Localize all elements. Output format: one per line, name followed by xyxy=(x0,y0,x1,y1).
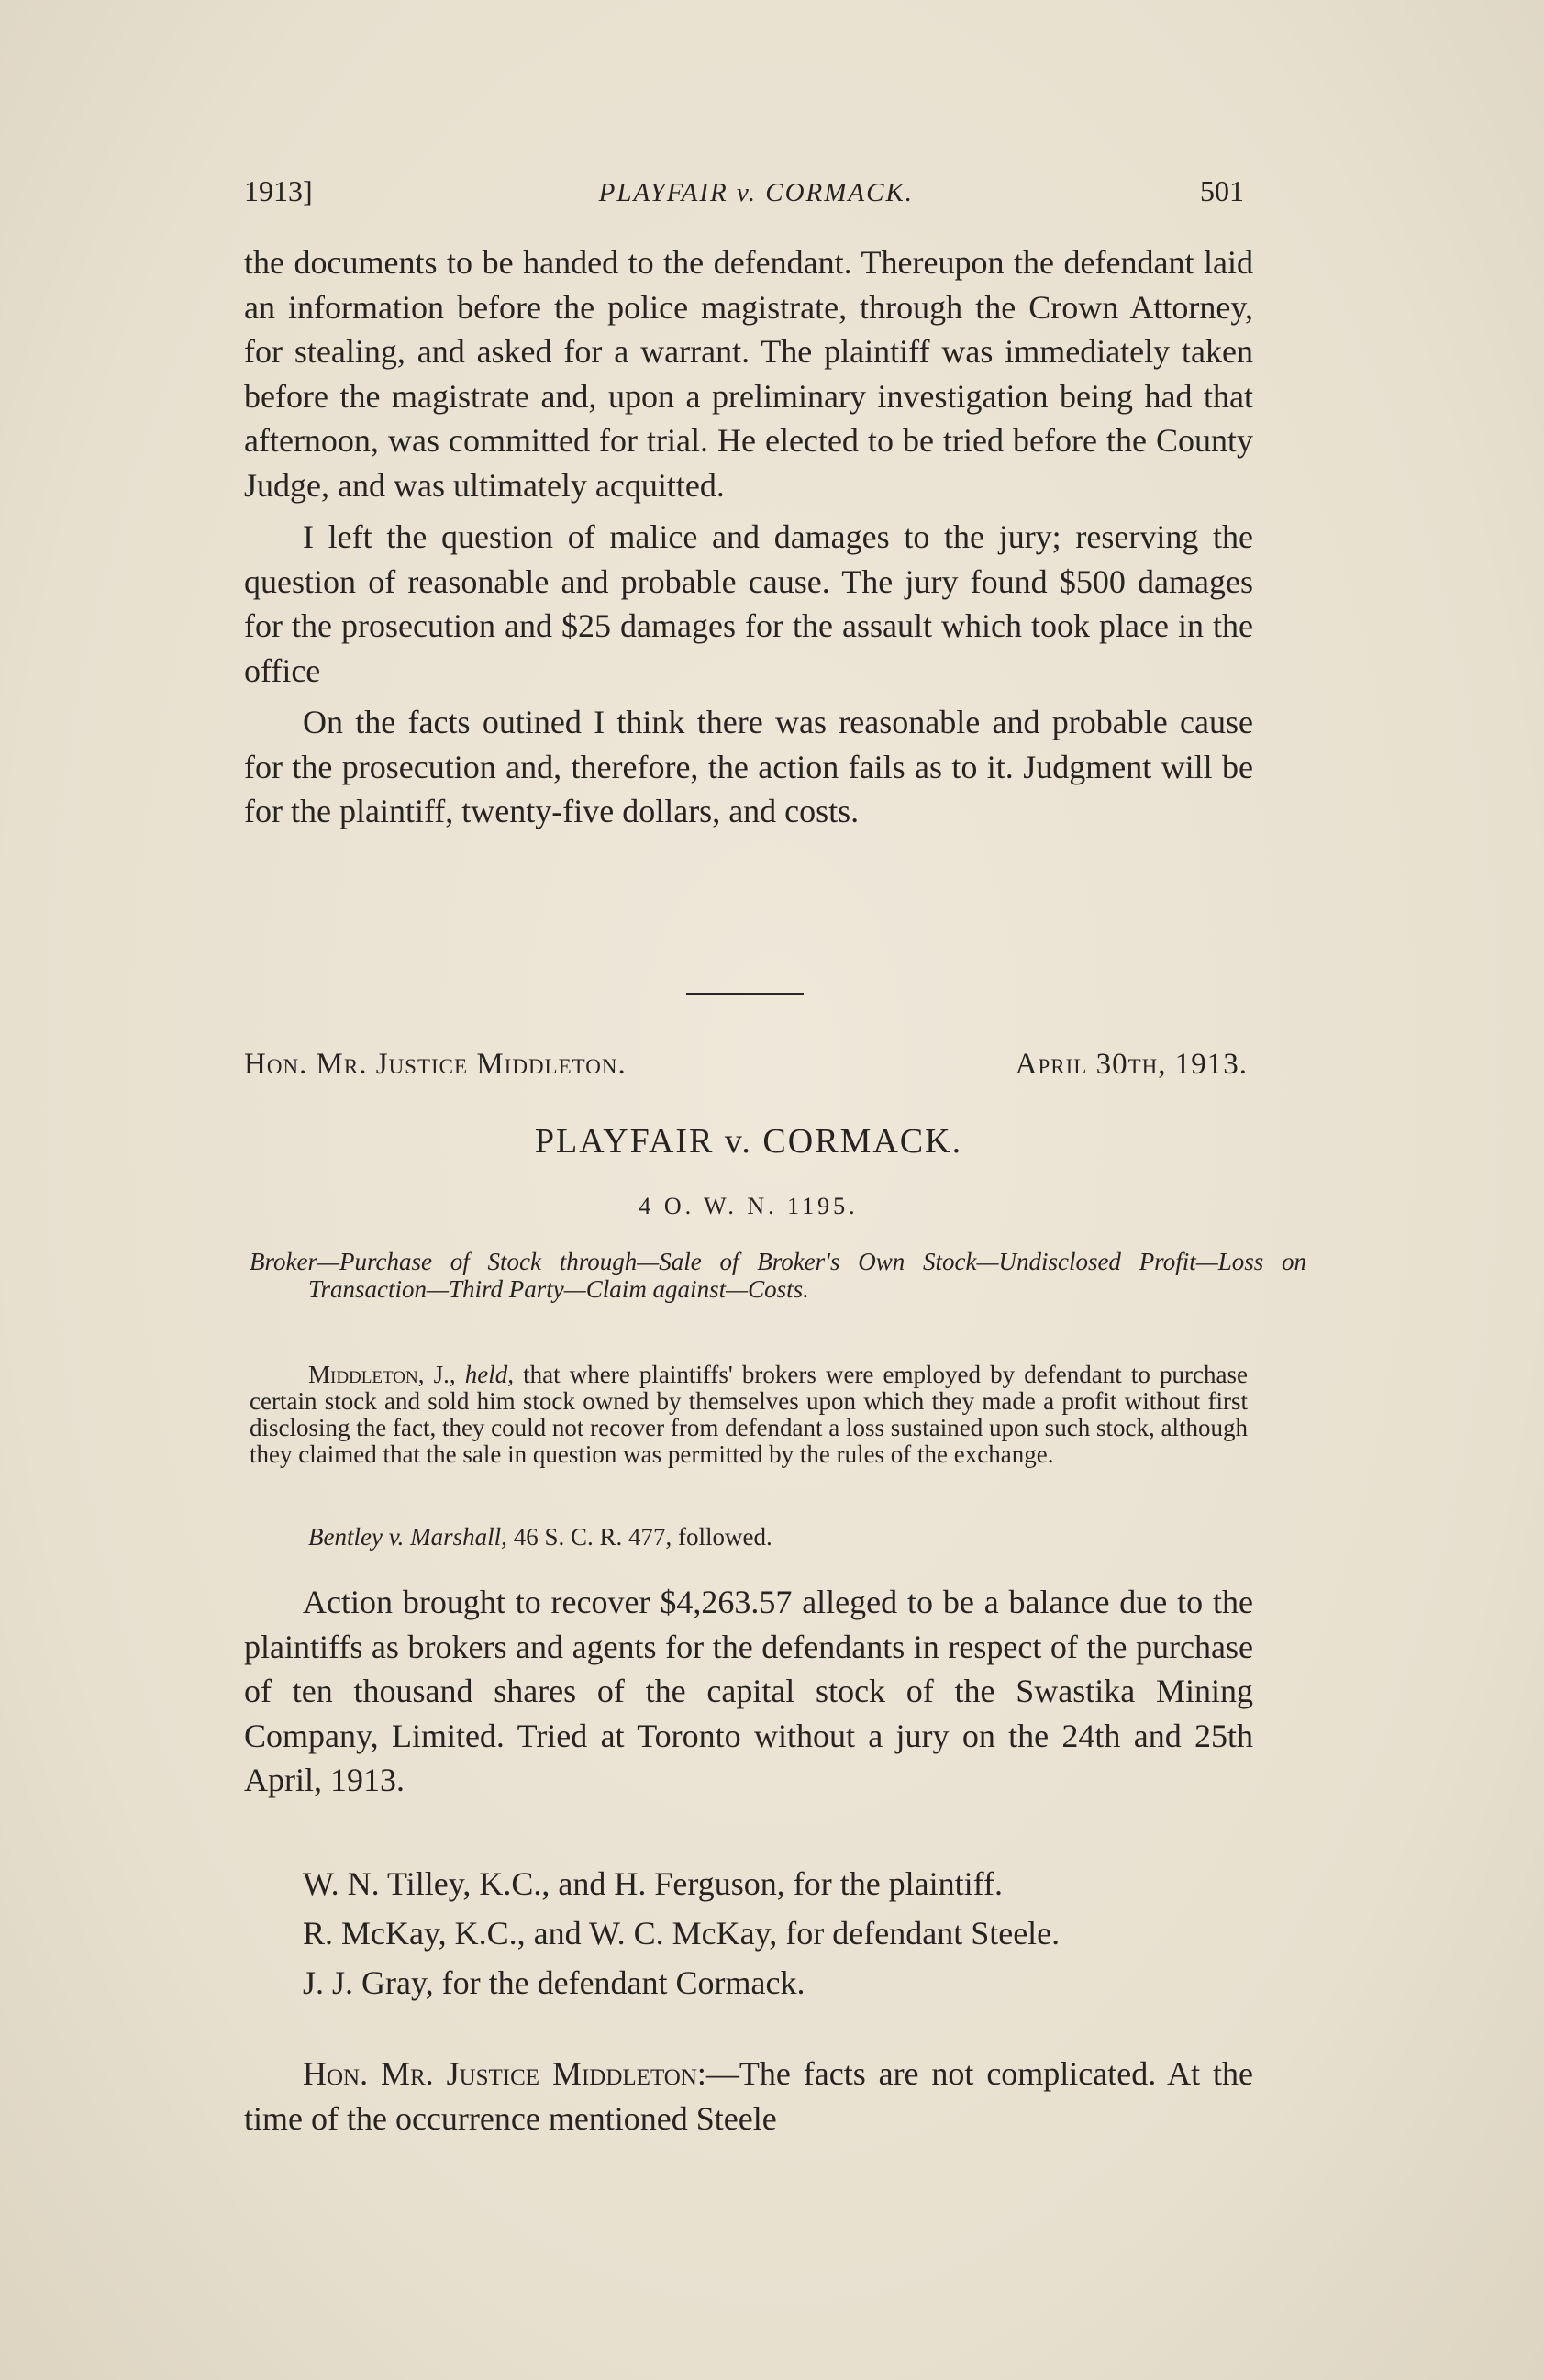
case-title: PLAYFAIR v. CORMACK. xyxy=(534,1122,963,1161)
headnote: Broker—Purchase of Stock through—Sale of Broker's Own Stock—Undisclosed Profit—Loss on Transaction—Third Party—Claim against—Costs. xyxy=(250,1248,1306,1303)
running-header xyxy=(244,174,1244,208)
judge-date-line xyxy=(244,1048,1248,1082)
followed-case: Bentley v. Marshall, xyxy=(308,1523,507,1551)
paragraph-2: I left the question of malice and damages to the jury; reserving the question of reasonable and probable cause. The jury found $500 damages for the prosecution and $25 damages for the assault which took place in the office xyxy=(244,518,1253,689)
action-text: Action brought to recover $4,263.57 alleged to be a balance due to the plaintiffs as brokers and agents for the defendants in respect of the purchase of ten thousand shares of the capital stock of the Swastika Mining Company, Limited. Tried at Toronto without a jury on the 24th and 25th April, 1913. xyxy=(244,1584,1253,1798)
counsel-list xyxy=(244,1859,1253,2007)
continuation-text xyxy=(244,240,1253,834)
followed-citation xyxy=(308,1523,1244,1551)
counsel-defendant-steele: R. McKay, K.C., and W. C. McKay, for defendant Steele. xyxy=(303,1915,1061,1952)
judgment-body: :—The facts are not complicated. At the time of the occurrence mentioned Steele xyxy=(244,2055,1254,2137)
section-divider xyxy=(686,993,804,995)
paragraph-1: the documents to be handed to the defendant. Thereupon the defendant laid an information before the police magistrate, through the Crown Attorney, for stealing, and asked for a warrant. The plaintiff was immediately taken before the magistrate and, upon a preliminary investigation being had that afternoon, was committed for trial. He elected to be tried before the County Judge, and was ultimately acquitted. xyxy=(244,244,1253,504)
header-year: 1913] xyxy=(244,174,313,207)
followed-rest: 46 S. C. R. 477, followed. xyxy=(513,1523,772,1551)
running-title: PLAYFAIR v. CORMACK. xyxy=(598,178,915,207)
paragraph-3: On the facts outined I think there was reasonable and probable cause for the prosecution and, therefore, the action fails as to it. Judgment will be for the plaintiff, twenty-five dollars, and costs. xyxy=(244,704,1253,829)
judgment-text xyxy=(244,2052,1253,2141)
decision-date: April 30th, 1913. xyxy=(1015,1048,1248,1081)
case-citation: 4 O. W. N. 1195. xyxy=(639,1193,859,1219)
holding xyxy=(250,1362,1248,1468)
judge-name: Hon. Mr. Justice Middleton. xyxy=(244,1048,627,1081)
holding-text: that where plaintiffs' brokers were employed by defendant to purchase certain stock and sold him stock owned by themselves upon which they made a profit without first disclosing the fact, they could not recover from defendant a loss sustained upon such stock, although they claimed that the sale in question was permitted by the rules of the exchange. xyxy=(250,1361,1248,1468)
counsel-defendant-cormack: J. J. Gray, for the defendant Cormack. xyxy=(303,1964,805,2001)
judgment-opening xyxy=(244,2052,1253,2141)
holding-judge: Middleton, J., xyxy=(308,1361,456,1388)
page-number: 501 xyxy=(1200,174,1244,207)
counsel-plaintiff: W. N. Tilley, K.C., and H. Ferguson, for the plaintiff. xyxy=(303,1865,1003,1902)
holding-held: held, xyxy=(464,1361,514,1388)
judgment-judge: Hon. Mr. Justice Middleton xyxy=(303,2055,697,2092)
action-statement xyxy=(244,1580,1253,1803)
